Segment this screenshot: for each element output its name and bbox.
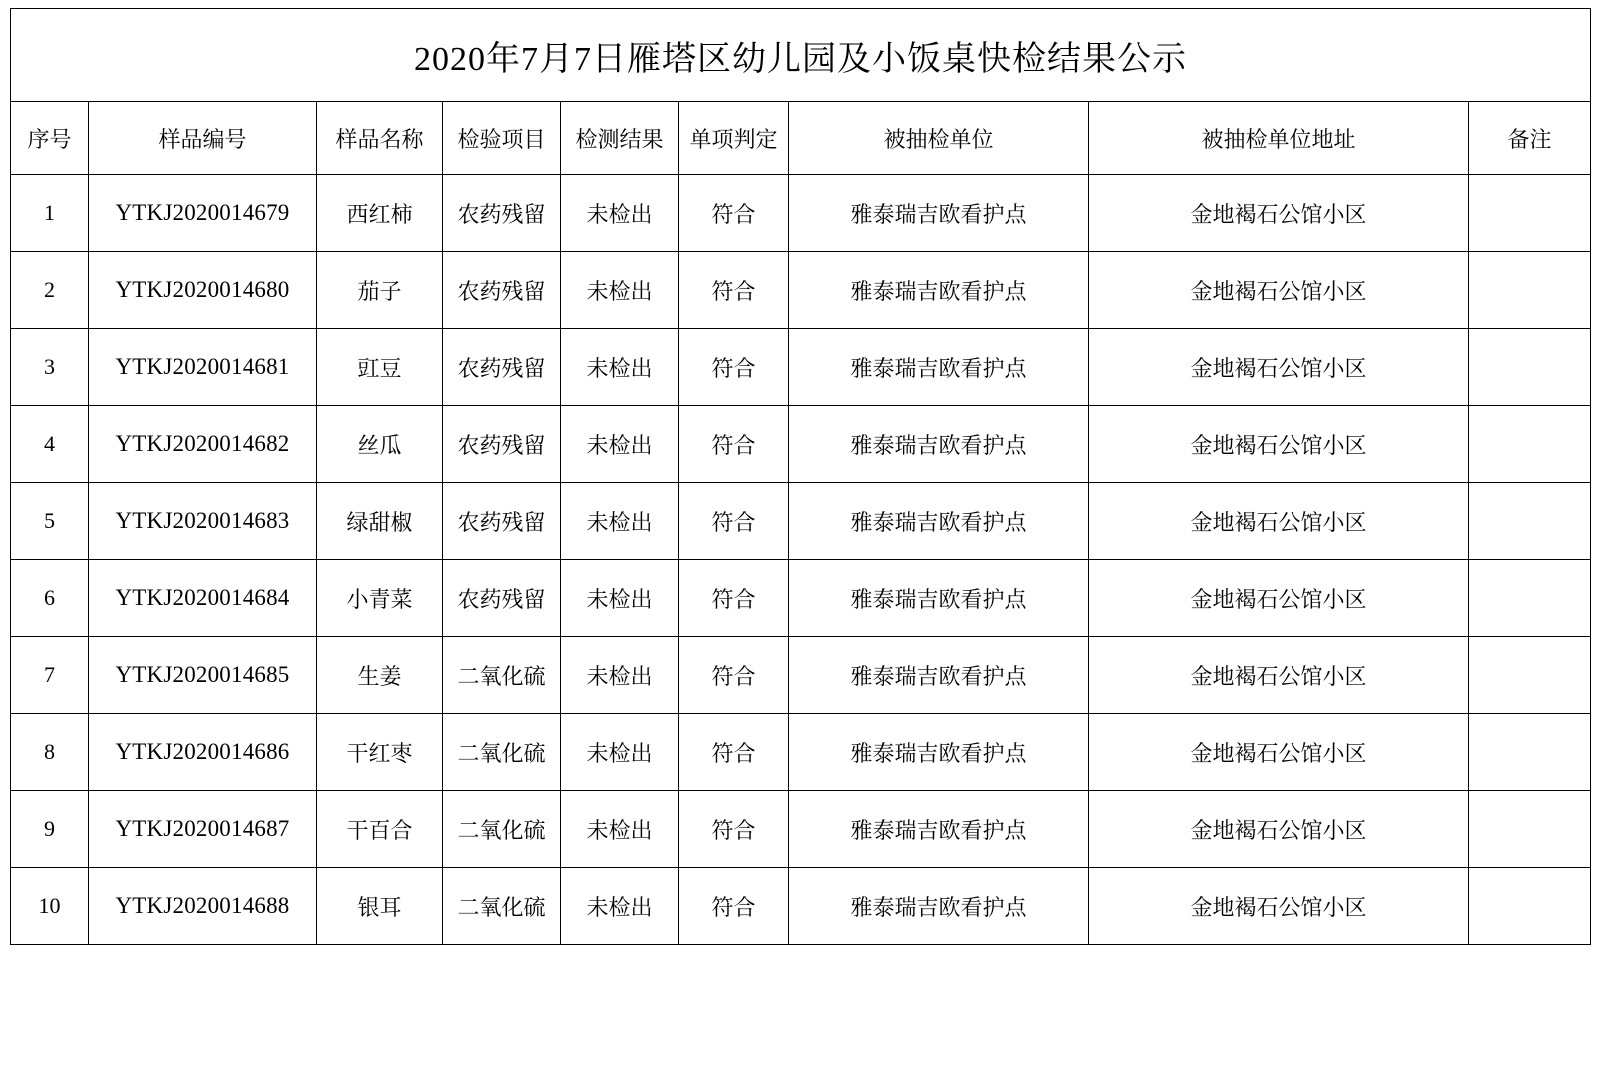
cell-sample-name: 茄子 xyxy=(317,252,443,329)
cell-remark xyxy=(1469,791,1591,868)
table-row xyxy=(11,714,1591,791)
cell-judgement: 符合 xyxy=(679,637,789,714)
cell-test-item: 农药残留 xyxy=(443,329,561,406)
cell-test-result: 未检出 xyxy=(561,406,679,483)
cell-inspected-unit-address: 金地褐石公馆小区 xyxy=(1089,714,1469,791)
cell-sample-name: 丝瓜 xyxy=(317,406,443,483)
cell-test-result: 未检出 xyxy=(561,868,679,945)
cell-index: 7 xyxy=(11,637,89,714)
cell-inspected-unit: 雅泰瑞吉欧看护点 xyxy=(789,483,1089,560)
cell-inspected-unit: 雅泰瑞吉欧看护点 xyxy=(789,560,1089,637)
cell-remark xyxy=(1469,252,1591,329)
table-row xyxy=(11,637,1591,714)
cell-test-item: 农药残留 xyxy=(443,252,561,329)
cell-test-item: 农药残留 xyxy=(443,406,561,483)
cell-remark xyxy=(1469,868,1591,945)
cell-remark xyxy=(1469,406,1591,483)
cell-remark xyxy=(1469,483,1591,560)
table-row xyxy=(11,252,1591,329)
cell-sample-name: 干红枣 xyxy=(317,714,443,791)
table-head xyxy=(11,9,1591,175)
cell-test-result: 未检出 xyxy=(561,483,679,560)
cell-inspected-unit-address: 金地褐石公馆小区 xyxy=(1089,791,1469,868)
cell-sample-code: YTKJ2020014680 xyxy=(89,252,317,329)
column-header-test-result: 检测结果 xyxy=(561,102,679,175)
cell-sample-code: YTKJ2020014681 xyxy=(89,329,317,406)
cell-test-item: 二氧化硫 xyxy=(443,868,561,945)
cell-index: 8 xyxy=(11,714,89,791)
cell-inspected-unit: 雅泰瑞吉欧看护点 xyxy=(789,637,1089,714)
cell-sample-code: YTKJ2020014684 xyxy=(89,560,317,637)
cell-index: 1 xyxy=(11,175,89,252)
cell-test-item: 农药残留 xyxy=(443,175,561,252)
column-header-remark: 备注 xyxy=(1469,102,1591,175)
page-title: 2020年7月7日雁塔区幼儿园及小饭桌快检结果公示 xyxy=(11,9,1591,102)
cell-judgement: 符合 xyxy=(679,791,789,868)
cell-test-result: 未检出 xyxy=(561,252,679,329)
cell-judgement: 符合 xyxy=(679,560,789,637)
cell-inspected-unit: 雅泰瑞吉欧看护点 xyxy=(789,406,1089,483)
cell-test-result: 未检出 xyxy=(561,637,679,714)
cell-remark xyxy=(1469,175,1591,252)
cell-judgement: 符合 xyxy=(679,329,789,406)
table-row xyxy=(11,329,1591,406)
cell-sample-code: YTKJ2020014682 xyxy=(89,406,317,483)
cell-index: 9 xyxy=(11,791,89,868)
cell-sample-code: YTKJ2020014688 xyxy=(89,868,317,945)
cell-test-result: 未检出 xyxy=(561,175,679,252)
table-row xyxy=(11,791,1591,868)
cell-index: 4 xyxy=(11,406,89,483)
cell-inspected-unit-address: 金地褐石公馆小区 xyxy=(1089,483,1469,560)
cell-judgement: 符合 xyxy=(679,714,789,791)
column-header-test-item: 检验项目 xyxy=(443,102,561,175)
cell-inspected-unit: 雅泰瑞吉欧看护点 xyxy=(789,791,1089,868)
cell-inspected-unit-address: 金地褐石公馆小区 xyxy=(1089,175,1469,252)
cell-test-item: 农药残留 xyxy=(443,560,561,637)
cell-inspected-unit-address: 金地褐石公馆小区 xyxy=(1089,406,1469,483)
cell-remark xyxy=(1469,560,1591,637)
cell-test-item: 二氧化硫 xyxy=(443,714,561,791)
table-row xyxy=(11,868,1591,945)
cell-sample-code: YTKJ2020014679 xyxy=(89,175,317,252)
table-row xyxy=(11,175,1591,252)
cell-inspected-unit-address: 金地褐石公馆小区 xyxy=(1089,560,1469,637)
column-header-judgement: 单项判定 xyxy=(679,102,789,175)
cell-inspected-unit: 雅泰瑞吉欧看护点 xyxy=(789,868,1089,945)
cell-inspected-unit: 雅泰瑞吉欧看护点 xyxy=(789,329,1089,406)
cell-test-item: 二氧化硫 xyxy=(443,791,561,868)
cell-remark xyxy=(1469,637,1591,714)
cell-judgement: 符合 xyxy=(679,868,789,945)
inspection-results-table xyxy=(10,8,1591,945)
title-row xyxy=(11,9,1591,102)
cell-test-item: 二氧化硫 xyxy=(443,637,561,714)
cell-remark xyxy=(1469,329,1591,406)
column-header-sample-name: 样品名称 xyxy=(317,102,443,175)
column-header-inspected-unit: 被抽检单位 xyxy=(789,102,1089,175)
cell-sample-name: 豇豆 xyxy=(317,329,443,406)
cell-test-result: 未检出 xyxy=(561,329,679,406)
cell-judgement: 符合 xyxy=(679,252,789,329)
cell-inspected-unit: 雅泰瑞吉欧看护点 xyxy=(789,175,1089,252)
cell-sample-name: 小青菜 xyxy=(317,560,443,637)
cell-test-result: 未检出 xyxy=(561,714,679,791)
cell-sample-name: 生姜 xyxy=(317,637,443,714)
cell-sample-name: 干百合 xyxy=(317,791,443,868)
cell-sample-name: 绿甜椒 xyxy=(317,483,443,560)
cell-index: 5 xyxy=(11,483,89,560)
header-row xyxy=(11,102,1591,175)
table-row xyxy=(11,560,1591,637)
cell-test-item: 农药残留 xyxy=(443,483,561,560)
table-body xyxy=(11,175,1591,945)
cell-index: 3 xyxy=(11,329,89,406)
cell-test-result: 未检出 xyxy=(561,560,679,637)
cell-inspected-unit-address: 金地褐石公馆小区 xyxy=(1089,252,1469,329)
table-row xyxy=(11,483,1591,560)
cell-sample-name: 银耳 xyxy=(317,868,443,945)
table-row xyxy=(11,406,1591,483)
cell-inspected-unit-address: 金地褐石公馆小区 xyxy=(1089,868,1469,945)
cell-sample-code: YTKJ2020014685 xyxy=(89,637,317,714)
column-header-index: 序号 xyxy=(11,102,89,175)
cell-inspected-unit-address: 金地褐石公馆小区 xyxy=(1089,329,1469,406)
cell-sample-name: 西红柿 xyxy=(317,175,443,252)
column-header-sample-code: 样品编号 xyxy=(89,102,317,175)
cell-remark xyxy=(1469,714,1591,791)
cell-sample-code: YTKJ2020014683 xyxy=(89,483,317,560)
cell-index: 10 xyxy=(11,868,89,945)
cell-inspected-unit: 雅泰瑞吉欧看护点 xyxy=(789,714,1089,791)
cell-judgement: 符合 xyxy=(679,175,789,252)
cell-judgement: 符合 xyxy=(679,406,789,483)
cell-test-result: 未检出 xyxy=(561,791,679,868)
cell-inspected-unit-address: 金地褐石公馆小区 xyxy=(1089,637,1469,714)
cell-inspected-unit: 雅泰瑞吉欧看护点 xyxy=(789,252,1089,329)
cell-sample-code: YTKJ2020014686 xyxy=(89,714,317,791)
cell-index: 2 xyxy=(11,252,89,329)
cell-judgement: 符合 xyxy=(679,483,789,560)
column-header-inspected-unit-address: 被抽检单位地址 xyxy=(1089,102,1469,175)
cell-index: 6 xyxy=(11,560,89,637)
cell-sample-code: YTKJ2020014687 xyxy=(89,791,317,868)
